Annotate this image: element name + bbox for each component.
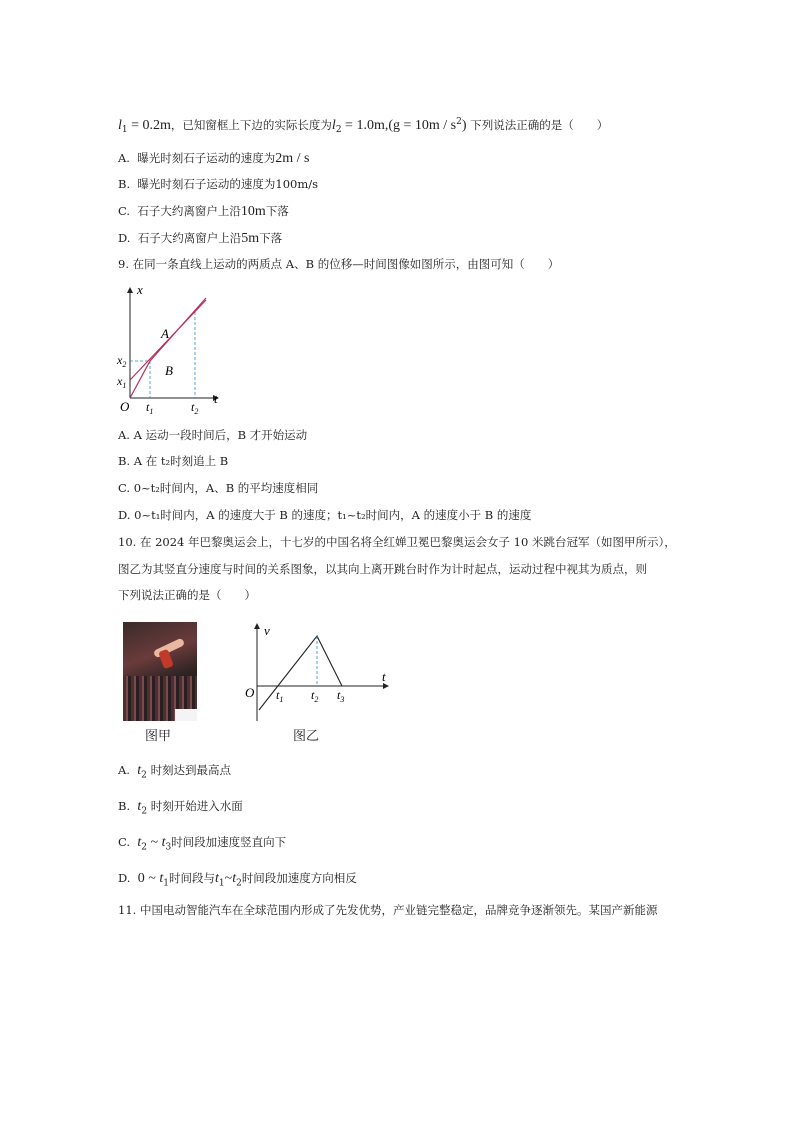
q9-option-c: C. 0~t₂时间内，A、B 的平均速度相同 — [118, 481, 319, 495]
q9-origin: O — [120, 399, 130, 414]
q8-option-b: B. 曝光时刻石子运动的速度为100m/s — [118, 177, 319, 191]
q10-t3-label: $t_3$ — [337, 688, 345, 704]
q10-velocity-line — [259, 636, 345, 710]
q11-stem: 11. 中国电动智能汽车在全球范围内形成了先发优势，产业链完整稳定，品牌竞争逐渐领先。某国产新能源 — [118, 903, 658, 917]
q9-option-a: A. A 运动一段时间后，B 才开始运动 — [118, 428, 308, 442]
q9-line-a-label: A — [161, 326, 169, 341]
q10-vt-graph — [240, 618, 395, 723]
fig-b-caption: 图乙 — [293, 729, 320, 744]
q9-x-axis-label: t — [214, 391, 218, 406]
q10-option-d: D. 0 ~ $t_1$时间段与$t_1\sim t_2$时间段加速度方向相反 — [118, 871, 357, 889]
q10-origin: O — [245, 685, 255, 700]
q10-y-axis-label: v — [264, 623, 270, 638]
q10-stem-line1: 10. 在 2024 年巴黎奥运会上，十七岁的中国名将全红婵卫冕巴黎奥运会女子 10 米跳台冠军（如图甲所示）， — [118, 535, 676, 549]
diver-photo — [123, 622, 197, 721]
q9-option-b: B. A 在 t₂时刻追上 B — [118, 454, 229, 468]
q8-stem: $l_1 = 0.2m$，已知窗框上下边的实际长度为$l_2 = 1.0m,(g = 10m / s^2)$ 下列说法正确的是（ ） — [118, 117, 609, 136]
q9-xt-graph — [110, 280, 240, 420]
q9-option-d: D. 0~t₁时间内，A 的速度大于 B 的速度；t₁~t₂时间内，A 的速度小于 B 的速度 — [118, 508, 532, 522]
q9-t2-label: $t_2$ — [191, 400, 199, 416]
q9-t1-label: $t_1$ — [146, 400, 154, 416]
q8-option-d: D. 石子大约离窗户上沿5m下落 — [118, 231, 283, 246]
q10-t1-label: $t_1$ — [276, 688, 284, 704]
q10-stem-line3: 下列说法正确的是（ ） — [118, 588, 256, 602]
q10-stem-line2: 图乙为其竖直分速度与时间的关系图象，以其向上离开跳台时作为计时起点，运动过程中视其为质点，则 — [118, 562, 647, 576]
q8-option-a: A. 曝光时刻石子运动的速度为2m / s — [118, 151, 310, 166]
q9-y-axis-label: x — [137, 282, 143, 297]
q10-t2-label: $t_2$ — [311, 688, 319, 704]
q10-x-axis-label: t — [382, 669, 386, 684]
q9-x2-label: $x_2$ — [117, 353, 127, 369]
q10-option-a: A. $t_2$ 时刻达到最高点 — [118, 763, 232, 781]
q9-x1-label: $x_1$ — [117, 374, 127, 390]
fig-a-caption: 图甲 — [145, 729, 172, 744]
q9-stem: 9. 在同一条直线上运动的两质点 A、B 的位移—时间图像如图所示，由图可知（ ） — [118, 257, 560, 271]
q10-option-b: B. $t_2$ 时刻开始进入水面 — [118, 799, 243, 817]
q9-line-b-label: B — [165, 363, 173, 378]
q8-option-c: C. 石子大约离窗户上沿10m下落 — [118, 204, 289, 219]
q10-option-c: C. $t_2$ ~ $t_3$时间段加速度竖直向下 — [118, 835, 287, 853]
